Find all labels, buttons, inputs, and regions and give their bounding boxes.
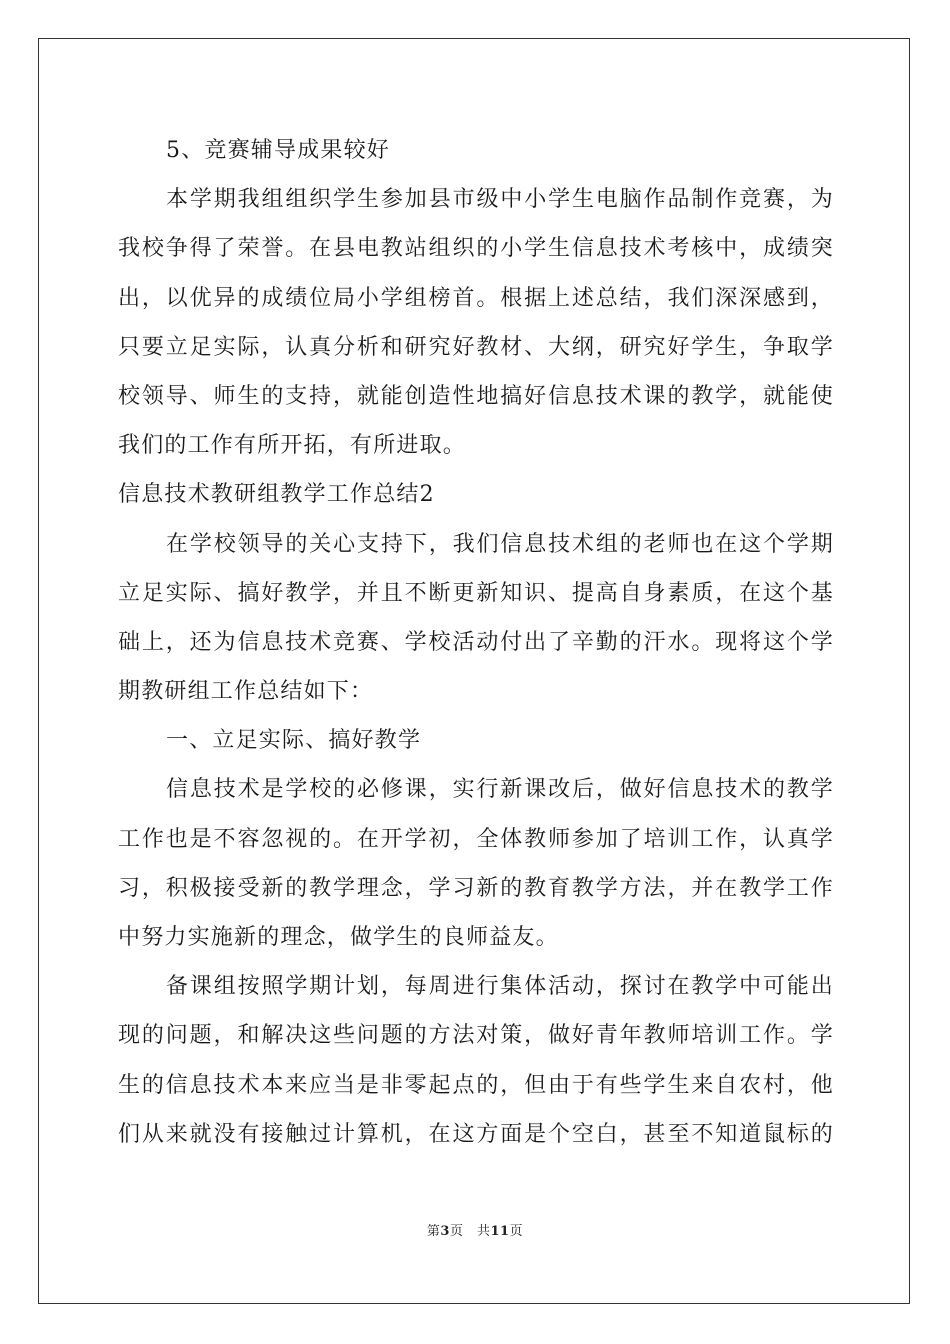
total-page-count: 11 xyxy=(490,1224,510,1239)
section-heading: 一、立足实际、搞好教学 xyxy=(166,728,422,754)
paragraph-line: 习，积极接受新的教学理念，学习新的教育教学方法，并在教学工作 xyxy=(118,875,834,901)
paragraph-line: 工作也是不容忽视的。在开学初，全体教师参加了培训工作，认真学 xyxy=(118,826,834,852)
paragraph-line: 备课组按照学期计划，每周进行集体活动，探讨在教学中可能出 xyxy=(166,974,834,1000)
paragraph-line: 立足实际、搞好教学，并且不断更新知识、提高自身素质，在这个基 xyxy=(118,580,834,606)
paragraph-line: 在学校领导的关心支持下，我们信息技术组的老师也在这个学期 xyxy=(166,531,834,557)
footer-suffix: 页 xyxy=(509,1224,524,1239)
paragraph-line: 现的问题，和解决这些问题的方法对策，做好青年教师培训工作。学 xyxy=(118,1023,834,1049)
paragraph-line: 校领导、师生的支持，就能创造性地搞好信息技术课的教学，就能使 xyxy=(118,383,834,409)
paragraph-line: 中努力实施新的理念，做学生的良师益友。 xyxy=(118,925,559,950)
document-body xyxy=(118,126,834,1159)
document-title: 信息技术教研组教学工作总结2 xyxy=(118,482,435,508)
paragraph-line: 出，以优异的成绩位局小学组榜首。根据上述总结，我们深深感到， xyxy=(118,285,834,311)
paragraph-line: 期教研组工作总结如下： xyxy=(118,679,374,705)
section-heading: 5、竞赛辅导成果较好 xyxy=(166,138,390,163)
paragraph-line: 础上，还为信息技术竞赛、学校活动付出了辛勤的汗水。现将这个学 xyxy=(118,629,834,655)
paragraph-line: 我校争得了荣誉。在县电教站组织的小学生信息技术考核中，成绩突 xyxy=(118,236,834,262)
page-footer xyxy=(0,1220,950,1239)
paragraph-line: 生的信息技术本来应当是非零起点的，但由于有些学生来自农村，他 xyxy=(118,1072,834,1098)
paragraph-line: 信息技术是学校的必修课，实行新课改后，做好信息技术的教学 xyxy=(166,777,834,803)
paragraph-line: 本学期我组组织学生参加县市级中小学生电脑作品制作竞赛，为 xyxy=(166,187,834,213)
paragraph-line: 我们的工作有所开拓，有所进取。 xyxy=(118,433,467,459)
paragraph-line: 只要立足实际，认真分析和研究好教材、大纲，研究好学生，争取学 xyxy=(118,334,834,360)
footer-prefix: 第 xyxy=(426,1224,441,1239)
current-page-number: 3 xyxy=(440,1224,450,1239)
paragraph-line: 们从来就没有接触过计算机，在这方面是个空白，甚至不知道鼠标的 xyxy=(118,1121,834,1147)
footer-mid: 页 共 xyxy=(449,1224,491,1239)
